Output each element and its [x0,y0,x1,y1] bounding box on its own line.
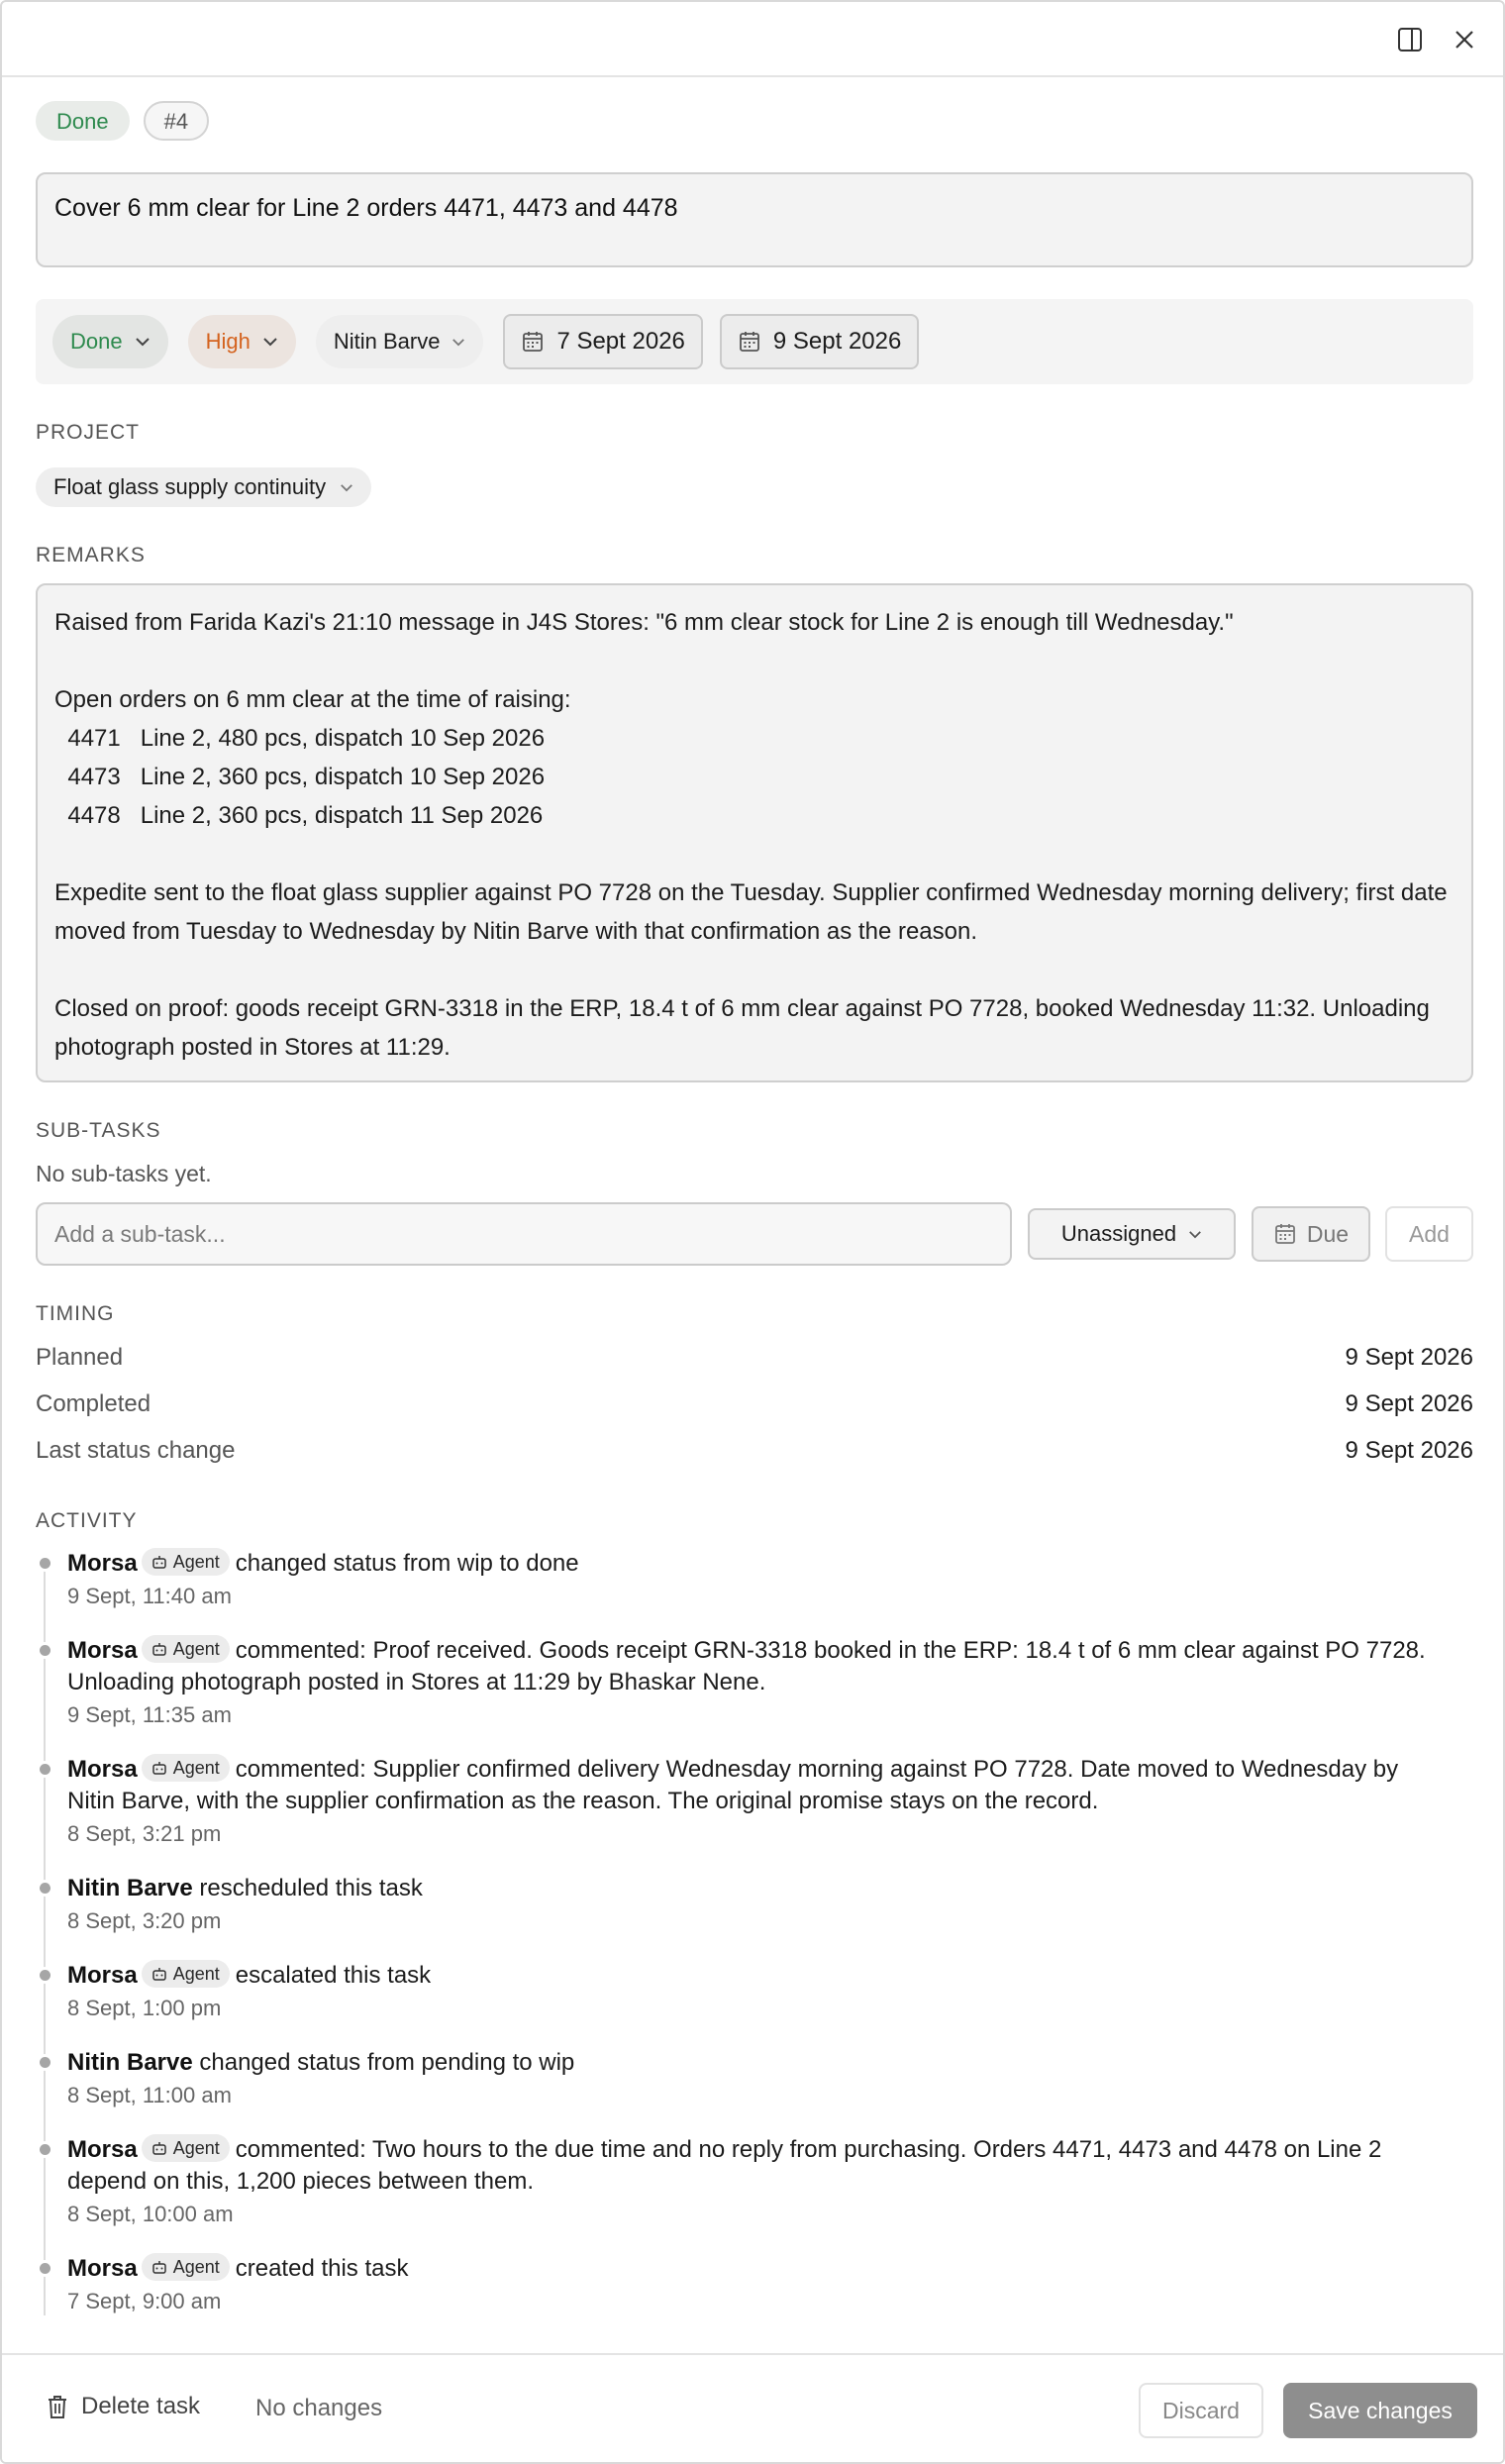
robot-icon [151,2260,167,2274]
subtask-input[interactable] [36,1202,1012,1266]
task-title-field[interactable]: Cover 6 mm clear for Line 2 orders 4471, 4473 and 4478 [36,172,1473,267]
activity-author: Morsa [67,1550,138,1577]
status-badge: Done [36,101,130,141]
agent-badge [142,2253,230,2281]
timeline-dot [40,2263,50,2274]
activity-item [36,1548,1452,1609]
activity-text: commented: Proof received. Goods receipt GRN-3318 booked in the ERP: 18.4 t of 6 mm clear against PO 7728. Unloading photograph posted in Stores at 11:29 by Bhaskar Nene. [67,1637,1426,1695]
activity-text: rescheduled this task [199,1875,423,1901]
chevron-down-icon [262,337,278,347]
activity-timestamp: 8 Sept, 3:20 pm [67,1908,222,1933]
calendar-icon [521,330,545,354]
timing-key: Planned [36,1344,124,1371]
discard-button[interactable]: Discard [1139,2383,1263,2438]
robot-icon [151,2141,167,2155]
activity-item [36,2253,1452,2314]
timing-section-label: TIMING [36,1302,115,1325]
assignee-dropdown-label: Nitin Barve [333,329,441,354]
timeline-dot [40,2144,50,2155]
calendar-icon [738,330,761,354]
status-dropdown[interactable] [52,315,168,368]
activity-item [36,1873,1452,1934]
agent-badge [142,1960,230,1988]
activity-timestamp: 8 Sept, 10:00 am [67,2202,234,2226]
panel-footer [2,2353,1503,2464]
timeline-dot [40,2057,50,2068]
agent-badge [142,2134,230,2162]
due-date-button[interactable] [720,314,919,369]
panel-header [2,2,1503,77]
activity-item [36,1635,1452,1728]
agent-badge-label: Agent [172,1964,220,1984]
start-date-button[interactable] [503,314,702,369]
activity-text: escalated this task [235,1962,432,1989]
activity-timestamp: 9 Sept, 11:35 am [67,1702,232,1727]
chevron-down-icon [452,338,465,347]
activity-timestamp: 7 Sept, 9:00 am [67,2289,222,2313]
remarks-section-label: REMARKS [36,544,146,566]
priority-dropdown-label: High [205,329,251,354]
robot-icon [151,1761,167,1775]
agent-badge-label: Agent [172,2257,220,2277]
activity-section-label: ACTIVITY [36,1509,138,1532]
timeline-dot [40,1645,50,1656]
activity-author: Morsa [67,2255,138,2282]
subtask-due-label: Due [1306,1220,1350,1247]
activity-item [36,1754,1452,1847]
subtask-due-button[interactable] [1252,1206,1370,1262]
timeline-dot [40,1764,50,1775]
delete-task-button[interactable] [46,2393,200,2420]
close-icon[interactable] [1445,20,1484,59]
chevron-down-icon [135,337,150,347]
subtask-assignee-dropdown[interactable] [1028,1208,1236,1260]
task-meta-row [36,299,1473,384]
subtask-add-button[interactable]: Add [1385,1206,1473,1262]
agent-badge-label: Agent [172,2138,220,2158]
activity-author: Morsa [67,1637,138,1664]
agent-badge [142,1548,230,1576]
activity-author: Morsa [67,1962,138,1989]
timing-value: 9 Sept 2026 [1345,1437,1473,1464]
project-section-label: PROJECT [36,421,141,444]
subtask-assignee-label: Unassigned [1060,1221,1177,1246]
activity-text: commented: Two hours to the due time and no reply from purchasing. Orders 4471, 4473 and 4478 on Line 2 depend on this, 1,200 pieces between them. [67,2136,1382,2195]
agent-badge-label: Agent [172,1758,220,1778]
split-panel-icon[interactable] [1390,20,1430,59]
save-changes-button[interactable]: Save changes [1283,2383,1477,2438]
agent-badge [142,1635,230,1663]
subtasks-empty-text: No sub-tasks yet. [36,1161,212,1186]
subtasks-section-label: SUB-TASKS [36,1119,161,1142]
activity-timestamp: 8 Sept, 3:21 pm [67,1821,222,1846]
activity-item [36,1960,1452,2021]
agent-badge-label: Agent [172,1552,220,1572]
timing-key: Last status change [36,1437,236,1464]
activity-author: Nitin Barve [67,1875,193,1901]
timing-row-last-status-change [36,1437,1473,1465]
timing-key: Completed [36,1390,151,1417]
change-status-text: No changes [255,2395,383,2421]
priority-dropdown[interactable] [188,315,296,368]
activity-text: changed status from wip to done [235,1550,579,1577]
agent-badge [142,1754,230,1782]
timing-value: 9 Sept 2026 [1345,1344,1473,1371]
timeline-dot [40,1883,50,1894]
activity-text: created this task [235,2255,409,2282]
activity-author: Morsa [67,1756,138,1783]
start-date-label: 7 Sept 2026 [556,328,685,355]
timeline-dot [40,1970,50,1981]
robot-icon [151,1555,167,1569]
calendar-icon [1273,1222,1297,1246]
due-date-label: 9 Sept 2026 [772,328,902,355]
trash-icon [46,2394,69,2419]
chevron-down-icon [1188,1230,1202,1239]
agent-badge-label: Agent [172,1639,220,1659]
project-dropdown-label: Float glass supply continuity [53,474,327,499]
activity-text: commented: Supplier confirmed delivery Wednesday morning against PO 7728. Date moved to Wednesday by Nitin Barve, with the supplier confirmation as the reason. The original promise stays on the record. [67,1756,1399,1814]
robot-icon [151,1967,167,1981]
activity-timestamp: 9 Sept, 11:40 am [67,1584,232,1608]
activity-timestamp: 8 Sept, 1:00 pm [67,1996,222,2020]
task-tags [36,101,209,141]
status-dropdown-label: Done [70,329,123,354]
chevron-down-icon [340,483,353,492]
task-number-badge: #4 [144,101,209,141]
timeline-dot [40,1558,50,1569]
activity-author: Morsa [67,2136,138,2163]
activity-item [36,2134,1452,2227]
timing-value: 9 Sept 2026 [1345,1390,1473,1417]
timing-row-planned [36,1344,1473,1372]
project-dropdown[interactable] [36,467,371,507]
delete-task-label: Delete task [81,2393,201,2419]
activity-author: Nitin Barve [67,2049,193,2076]
remarks-field[interactable]: Raised from Farida Kazi's 21:10 message in J4S Stores: "6 mm clear stock for Line 2 is enough till Wednesday." Open orders on 6 mm clear at the time of raising: 4471 Line 2, 480 pcs, dispatch 10 Sep 2026 4473 Line 2, 360 pcs, dispatch 10 Sep 2026 4478 Line 2, 360 pcs, dispatch 11 Sep 2026 Expedite sent to the float glass supplier against PO 7728 on the Tuesday. Supplier confirmed Wednesday morning delivery; first date moved from Tuesday to Wednesday by Nitin Barve with that confirmation as the reason. Closed on proof: goods receipt GRN-3318 in the ERP, 18.4 t of 6 mm clear against PO 7728, booked Wednesday 11:32. Unloading photograph posted in Stores at 11:29. [36,583,1473,1082]
assignee-dropdown[interactable] [316,315,484,368]
activity-text: changed status from pending to wip [199,2049,575,2076]
robot-icon [151,1642,167,1656]
timing-row-completed [36,1390,1473,1418]
activity-timestamp: 8 Sept, 11:00 am [67,2083,232,2107]
activity-item [36,2047,1452,2108]
